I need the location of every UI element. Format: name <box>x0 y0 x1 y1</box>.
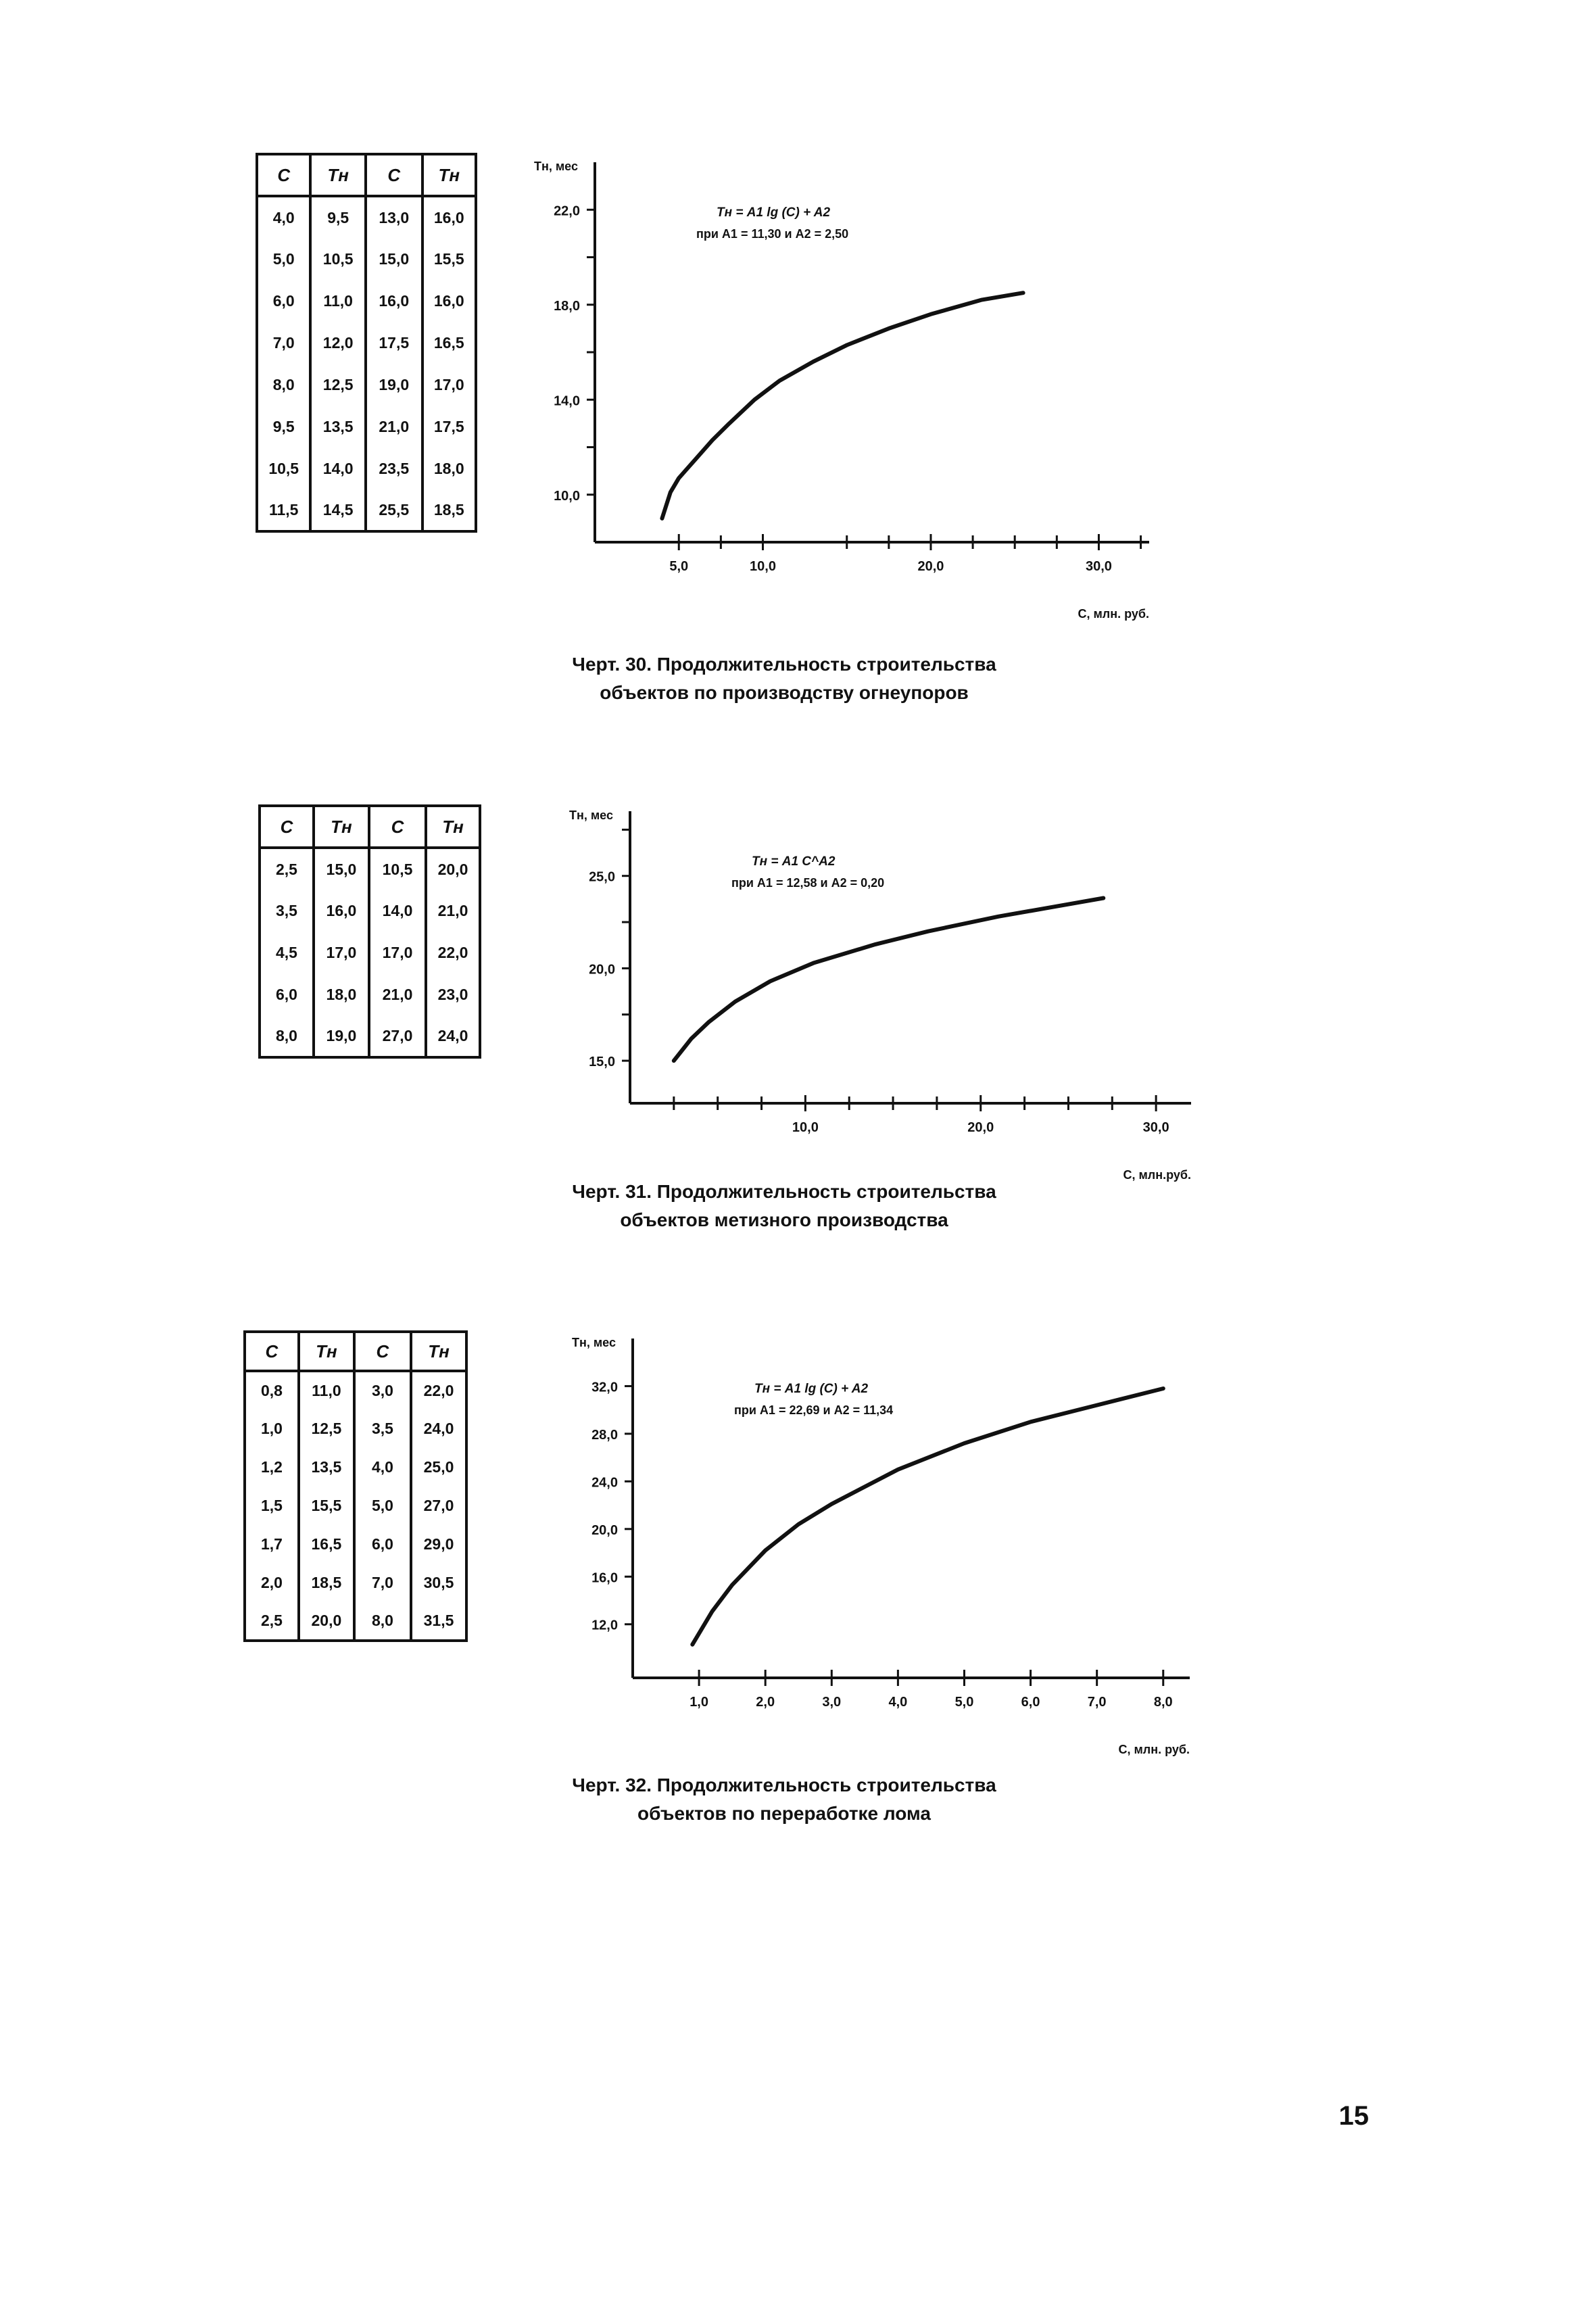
col-header-tn: Tн <box>422 154 476 196</box>
table-cell: 13,0 <box>366 196 422 238</box>
y-tick-label: 28,0 <box>591 1427 618 1443</box>
y-tick-label: 15,0 <box>589 1055 615 1070</box>
formula: Tн = A1 lg (C) + A2 <box>717 206 831 220</box>
table-cell: 24,0 <box>411 1409 466 1448</box>
table-cell: 21,0 <box>366 406 422 448</box>
table-cell: 15,5 <box>422 238 476 280</box>
col-header-c: C <box>257 154 310 196</box>
caption-line-1: Черт. 31. Продолжительность строительства <box>572 1181 996 1202</box>
x-tick-label: 10,0 <box>750 559 776 574</box>
table-cell: 6,0 <box>354 1525 411 1564</box>
table-cell: 2,5 <box>260 848 314 890</box>
table-cell: 17,0 <box>422 364 476 406</box>
x-tick-label: 3,0 <box>822 1695 842 1710</box>
table-cell: 0,8 <box>245 1371 299 1409</box>
y-tick-label: 10,0 <box>554 488 580 504</box>
caption-line-1: Черт. 32. Продолжительность строительства <box>572 1775 996 1795</box>
table-cell: 1,0 <box>245 1409 299 1448</box>
table-cell: 23,5 <box>366 448 422 489</box>
y-tick-label: 25,0 <box>589 869 615 885</box>
x-tick-label: 30,0 <box>1142 1120 1169 1135</box>
table-cell: 11,0 <box>299 1371 354 1409</box>
table-cell: 4,0 <box>257 196 310 238</box>
table-cell: 3,0 <box>354 1371 411 1409</box>
x-axis-label: C, млн. руб. <box>1078 607 1149 621</box>
x-tick-label: 20,0 <box>917 559 944 574</box>
x-tick-label: 10,0 <box>792 1120 819 1135</box>
col-header-c: C <box>260 806 314 848</box>
table-cell: 11,5 <box>257 489 310 531</box>
y-axis-label: Tн, мес <box>534 160 578 173</box>
table-cell: 21,0 <box>369 973 426 1015</box>
table-cell: 31,5 <box>411 1602 466 1641</box>
col-header-c: C <box>369 806 426 848</box>
x-tick-label: 5,0 <box>669 559 689 574</box>
table-cell: 10,5 <box>310 238 366 280</box>
table-cell: 12,5 <box>310 364 366 406</box>
table-cell: 16,0 <box>314 890 369 932</box>
table-cell: 5,0 <box>257 238 310 280</box>
x-tick-label: 7,0 <box>1087 1695 1107 1710</box>
table-cell: 11,0 <box>310 280 366 322</box>
formula-params: при A1 = 22,69 и A2 = 11,34 <box>734 1403 894 1417</box>
table-cell: 4,0 <box>354 1448 411 1487</box>
col-header-tn: Tн <box>426 806 480 848</box>
x-tick-label: 1,0 <box>690 1695 709 1710</box>
col-header-tn: Tн <box>310 154 366 196</box>
table-cell: 5,0 <box>354 1487 411 1525</box>
caption-line-2: объектов метизного производства <box>620 1209 948 1230</box>
x-tick-label: 6,0 <box>1021 1695 1040 1710</box>
table-cell: 6,0 <box>260 973 314 1015</box>
x-axis-label: C, млн. руб. <box>1118 1743 1190 1756</box>
table-cell: 18,0 <box>422 448 476 489</box>
table-cell: 10,5 <box>369 848 426 890</box>
x-tick-label: 2,0 <box>756 1695 775 1710</box>
table-cell: 7,0 <box>354 1564 411 1602</box>
table-cell: 16,5 <box>299 1525 354 1564</box>
table-cell: 2,0 <box>245 1564 299 1602</box>
table-cell: 17,0 <box>314 932 369 973</box>
table-cell: 13,5 <box>310 406 366 448</box>
formula: Tн = A1 lg (C) + A2 <box>754 1382 869 1396</box>
table-cell: 8,0 <box>354 1602 411 1641</box>
table-cell: 23,0 <box>426 973 480 1015</box>
table-cell: 14,0 <box>369 890 426 932</box>
table-cell: 1,5 <box>245 1487 299 1525</box>
table-cell: 17,5 <box>422 406 476 448</box>
col-header-c: C <box>245 1332 299 1371</box>
table-cell: 12,0 <box>310 322 366 364</box>
y-tick-label: 22,0 <box>554 203 580 219</box>
table-cell: 8,0 <box>260 1015 314 1057</box>
table-cell: 8,0 <box>257 364 310 406</box>
table-cell: 1,2 <box>245 1448 299 1487</box>
table-cell: 18,0 <box>314 973 369 1015</box>
table-cell: 30,5 <box>411 1564 466 1602</box>
formula-params: при A1 = 11,30 и A2 = 2,50 <box>696 227 849 241</box>
table-cell: 20,0 <box>426 848 480 890</box>
y-tick-label: 32,0 <box>591 1380 618 1395</box>
x-tick-label: 8,0 <box>1153 1695 1173 1710</box>
x-tick-label: 30,0 <box>1085 559 1112 574</box>
table-cell: 16,0 <box>366 280 422 322</box>
table-cell: 13,5 <box>299 1448 354 1487</box>
table-cell: 10,5 <box>257 448 310 489</box>
table-cell: 14,5 <box>310 489 366 531</box>
col-header-tn: Tн <box>314 806 369 848</box>
col-header-tn: Tн <box>299 1332 354 1371</box>
figure-caption <box>379 1771 1190 1828</box>
y-tick-label: 18,0 <box>554 298 580 314</box>
table-cell: 27,0 <box>369 1015 426 1057</box>
col-header-c: C <box>354 1332 411 1371</box>
table-cell: 1,7 <box>245 1525 299 1564</box>
table-cell: 21,0 <box>426 890 480 932</box>
table-cell: 6,0 <box>257 280 310 322</box>
y-tick-label: 14,0 <box>554 393 580 409</box>
y-tick-label: 16,0 <box>591 1570 618 1586</box>
table-cell: 17,0 <box>369 932 426 973</box>
table-cell: 22,0 <box>426 932 480 973</box>
table-cell: 22,0 <box>411 1371 466 1409</box>
caption-line-2: объектов по переработке лома <box>637 1803 931 1824</box>
y-tick-label: 20,0 <box>591 1522 618 1538</box>
y-tick-label: 20,0 <box>589 962 615 978</box>
table-cell: 29,0 <box>411 1525 466 1564</box>
table-cell: 4,5 <box>260 932 314 973</box>
table-cell: 24,0 <box>426 1015 480 1057</box>
table-cell: 2,5 <box>245 1602 299 1641</box>
formula-params: при A1 = 12,58 и A2 = 0,20 <box>731 876 885 890</box>
table-cell: 16,5 <box>422 322 476 364</box>
table-cell: 3,5 <box>260 890 314 932</box>
table-cell: 9,5 <box>310 196 366 238</box>
y-tick-label: 12,0 <box>591 1618 618 1633</box>
page-number: 15 <box>1338 2101 1369 2131</box>
x-tick-label: 5,0 <box>954 1695 974 1710</box>
table-cell: 27,0 <box>411 1487 466 1525</box>
table-cell: 17,5 <box>366 322 422 364</box>
table-cell: 15,5 <box>299 1487 354 1525</box>
caption-line-1: Черт. 30. Продолжительность строительства <box>572 654 996 675</box>
table-cell: 15,0 <box>366 238 422 280</box>
table-cell: 25,0 <box>411 1448 466 1487</box>
table-cell: 16,0 <box>422 280 476 322</box>
table-cell: 19,0 <box>366 364 422 406</box>
table-cell: 3,5 <box>354 1409 411 1448</box>
y-axis-label: Tн, мес <box>569 809 613 822</box>
x-tick-label: 20,0 <box>967 1120 994 1135</box>
table-cell: 9,5 <box>257 406 310 448</box>
caption-line-2: объектов по производству огнеупоров <box>600 682 969 703</box>
col-header-c: C <box>366 154 422 196</box>
table-cell: 12,5 <box>299 1409 354 1448</box>
table-cell: 7,0 <box>257 322 310 364</box>
series-line <box>692 1389 1163 1645</box>
table-cell: 25,5 <box>366 489 422 531</box>
table-cell: 16,0 <box>422 196 476 238</box>
table-cell: 19,0 <box>314 1015 369 1057</box>
x-axis-label: C, млн.руб. <box>1123 1168 1191 1182</box>
table-cell: 15,0 <box>314 848 369 890</box>
x-tick-label: 4,0 <box>888 1695 908 1710</box>
table-cell: 20,0 <box>299 1602 354 1641</box>
formula: Tн = A1 C^A2 <box>752 854 836 869</box>
y-axis-label: Tн, мес <box>572 1336 616 1349</box>
table-cell: 14,0 <box>310 448 366 489</box>
y-tick-label: 24,0 <box>591 1475 618 1491</box>
table-cell: 18,5 <box>422 489 476 531</box>
col-header-tn: Tн <box>411 1332 466 1371</box>
table-cell: 18,5 <box>299 1564 354 1602</box>
